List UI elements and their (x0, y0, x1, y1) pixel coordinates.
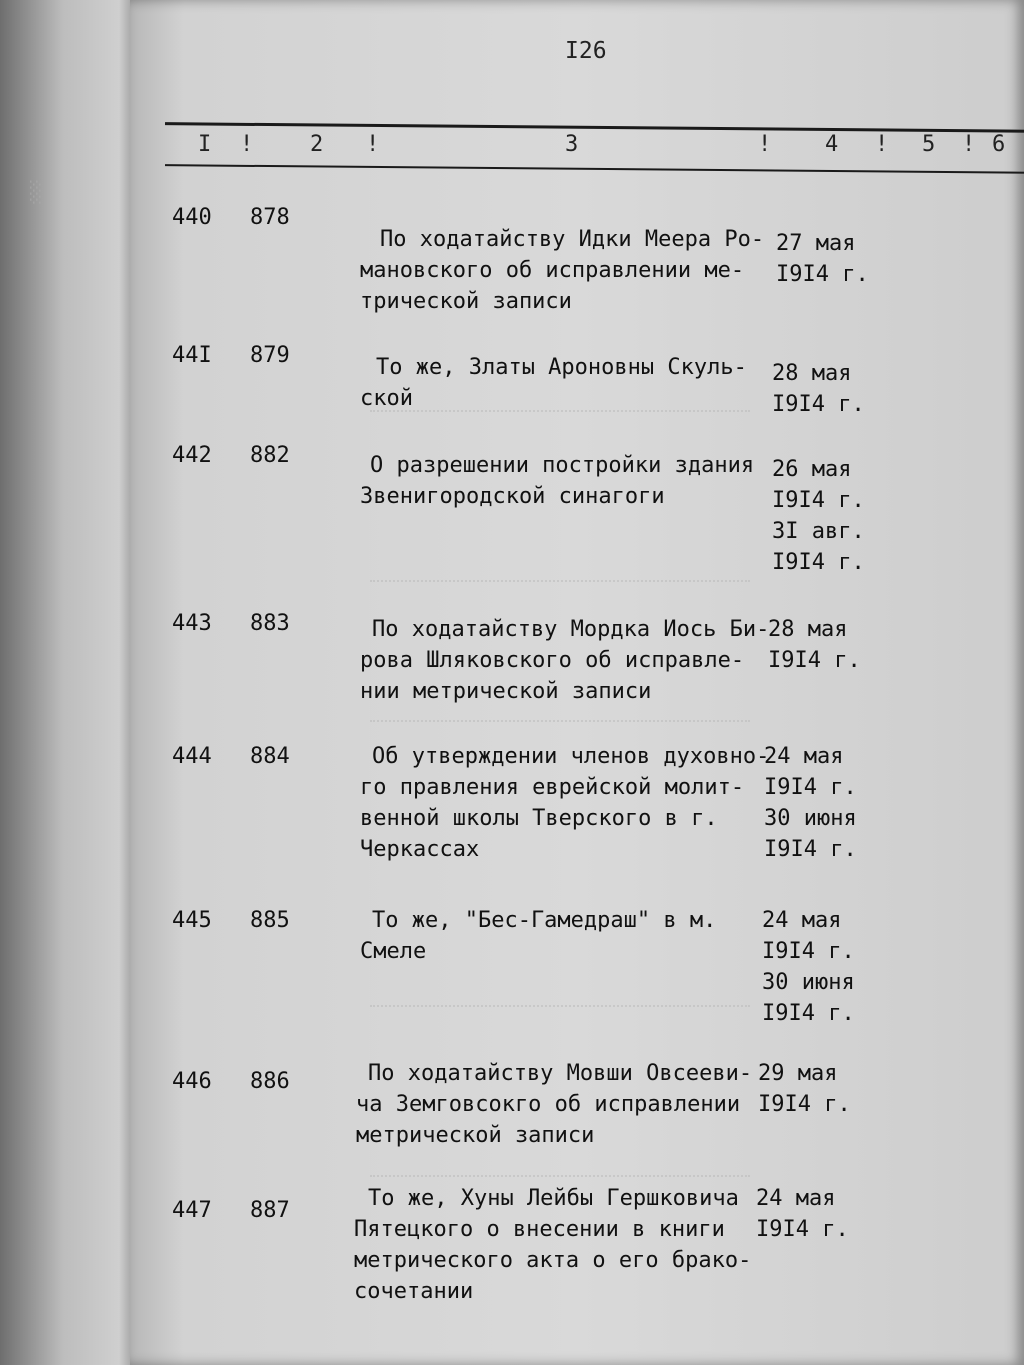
entry-number: 446 (172, 1069, 212, 1094)
date-line: I9I4 г. (762, 1001, 855, 1026)
entry-dates (756, 1183, 849, 1245)
document-number: 887 (250, 1198, 290, 1223)
date-line: I9I4 г. (768, 648, 861, 673)
date-line: I9I4 г. (772, 550, 865, 575)
entry-description (360, 741, 780, 865)
date-line: 30 июня (762, 970, 855, 995)
description-line: ча Земговсокго об исправлении (356, 1092, 741, 1117)
bleed-through-texture (370, 1155, 750, 1177)
entry-dates (768, 614, 861, 676)
entry-number: 445 (172, 908, 212, 933)
bleed-through-mark: ░ (30, 180, 43, 204)
description-line: трической записи (360, 289, 572, 314)
description-line: метрической записи (356, 1123, 595, 1148)
document-number: 885 (250, 908, 290, 933)
description-line: О разрешении постройки здания (370, 453, 755, 478)
entry-dates (772, 358, 865, 420)
entry-description (356, 1058, 776, 1151)
header-col-3: 3 (565, 132, 579, 157)
header-col-1: I (198, 132, 212, 157)
document-number: 882 (250, 443, 290, 468)
entry-dates (764, 741, 857, 865)
header-col-2: 2 (310, 132, 324, 157)
header-separator: ! (875, 132, 889, 157)
date-line: I9I4 г. (772, 488, 865, 513)
date-line: I9I4 г. (764, 775, 857, 800)
entry-number: 443 (172, 611, 212, 636)
description-line: По ходатайству Мовши Овсееви- (368, 1061, 753, 1086)
description-line: Смеле (360, 939, 427, 964)
bleed-through-texture (370, 560, 750, 582)
entry-dates (776, 228, 869, 290)
header-separator: ! (962, 132, 976, 157)
date-line: 28 мая (768, 617, 848, 642)
header-separator: ! (758, 132, 772, 157)
bleed-through-texture (370, 985, 750, 1007)
header-col-6: 6 (992, 132, 1006, 157)
description-line: рова Шляковского об исправле- (360, 648, 745, 673)
entry-description (360, 450, 780, 512)
table-header (0, 132, 1024, 166)
date-line: 30 июня (764, 806, 857, 831)
date-line: I9I4 г. (762, 939, 855, 964)
date-line: 28 мая (772, 361, 852, 386)
date-line: I9I4 г. (756, 1217, 849, 1242)
description-line: мановского об исправлении ме- (360, 258, 745, 283)
description-line: метрического акта о его бракo- (354, 1248, 752, 1273)
entry-description (354, 1183, 774, 1307)
entry-description (360, 614, 780, 707)
entry-dates (758, 1058, 851, 1120)
document-number: 884 (250, 744, 290, 769)
description-line: Черкассах (360, 837, 480, 862)
description-line: По ходатайству Идки Меера Ро- (380, 227, 765, 252)
entry-description (360, 352, 780, 414)
description-line: Звенигородской синагоги (360, 484, 665, 509)
left-page-edge (0, 0, 140, 1365)
entry-description (360, 905, 780, 967)
description-line: нии метрической записи (360, 679, 652, 704)
date-line: 29 мая (758, 1061, 838, 1086)
document-number: 878 (250, 205, 290, 230)
document-number: 886 (250, 1069, 290, 1094)
date-line: 27 мая (776, 231, 856, 256)
date-line: I9I4 г. (764, 837, 857, 862)
description-line: То же, Златы Ароновны Скуль- (376, 355, 747, 380)
entry-description (360, 224, 780, 317)
date-line: I9I4 г. (758, 1092, 851, 1117)
description-line: Пятецкого о внесении в книги (354, 1217, 725, 1242)
description-line: Об утверждении членов духовно- (372, 744, 770, 769)
date-line: 24 мая (764, 744, 844, 769)
description-line: По ходатайству Мордка Иось Би- (372, 617, 770, 642)
entry-number: 440 (172, 205, 212, 230)
description-line: ской (360, 386, 413, 411)
page-number: I26 (565, 38, 607, 64)
header-col-4: 4 (825, 132, 839, 157)
entry-dates (772, 454, 865, 578)
header-col-5: 5 (922, 132, 936, 157)
date-line: 3I авг. (772, 519, 865, 544)
entry-number: 444 (172, 744, 212, 769)
entry-number: 44I (172, 343, 212, 368)
document-number: 879 (250, 343, 290, 368)
description-line: То же, "Бес-Гамедраш" в м. (372, 908, 717, 933)
description-line: го правления еврейской молит- (360, 775, 745, 800)
date-line: 26 мая (772, 457, 852, 482)
description-line: То же, Хуны Лейбы Гершковича (368, 1186, 739, 1211)
date-line: I9I4 г. (776, 262, 869, 287)
date-line: I9I4 г. (772, 392, 865, 417)
header-separator: ! (240, 132, 254, 157)
date-line: 24 мая (756, 1186, 836, 1211)
entry-number: 442 (172, 443, 212, 468)
entry-dates (762, 905, 855, 1029)
header-separator: ! (366, 132, 380, 157)
document-number: 883 (250, 611, 290, 636)
description-line: сочетании (354, 1279, 474, 1304)
date-line: 24 мая (762, 908, 842, 933)
description-line: венной школы Тверского в г. (360, 806, 718, 831)
entry-number: 447 (172, 1198, 212, 1223)
